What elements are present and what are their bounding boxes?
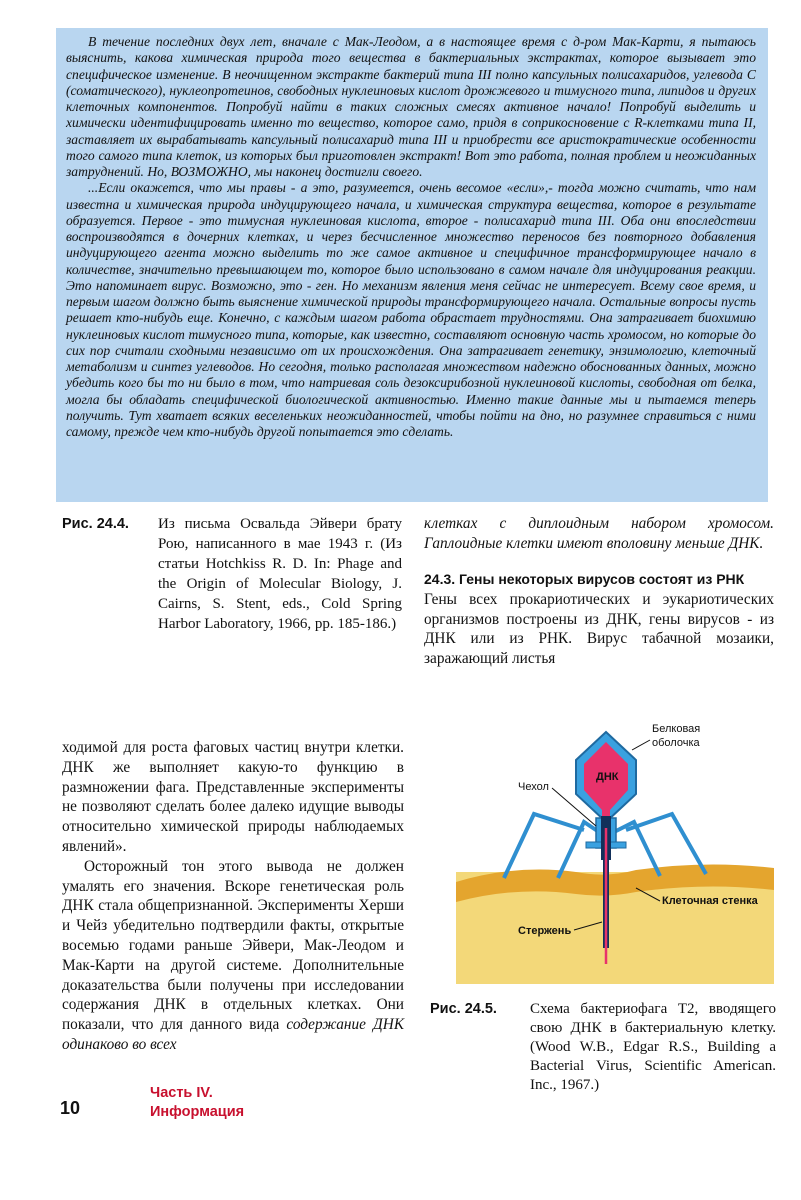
label-sheath: Чехол <box>518 781 549 793</box>
right-column-italic-continuation: клетках с диплоидным набором хромосом. Гаплоидные клетки имеют вполовину меньше ДНК. <box>424 515 774 552</box>
left-column-paragraph-1: ходимой для роста фаговых частиц внутри клетки. ДНК же выполняет какую-то функцию в размножении фага. Представленные эксперименты не позволяют сделать более далеко идущие выводы относительно химической природы наблюдаемых явлений». <box>62 739 404 855</box>
section-heading-24-3: 24.3. Гены некоторых вирусов состоят из РНК <box>424 571 745 587</box>
paragraph-2-italic: содержание ДНК одинаково во всех <box>62 1016 404 1053</box>
part-title-line-1: Часть IV. <box>150 1085 213 1101</box>
letter-paragraph-1: В течение последних двух лет, вначале с Мак-Леодом, а в настоящее время с д-ром Мак-Карти, я пытаюсь выяснить, какова химическая природа того вещества в бактериальных экстрактах, которое вызывает это специфическое изменение. В неочищенном экстракте бактерий типа III полно капсульных полисахаридов, углевода С (соматического), нуклеопротеинов, свободных нуклеиновых кислот дрожжевого и тимусного типа, липидов и других клеточных компонентов. Попробуй найти в таких сложных смесях активное начало! Попробуй выделить и химически идентифицировать именно то вещество, которое само, придя в соприкосновение с R-клетками типа II, заставляет их вырабатывать капсульный полисахарид типа III и приобрести все аристократические особенности того самого типа клеток, из которых был приготовлен экстракт! Вот это работа, полная проблем и неожиданных затруднений. Но, ВОЗМОЖНО, мы наконец достигли своего. <box>66 34 756 179</box>
figure-24-4-label: Рис. 24.4. <box>62 516 129 532</box>
bacteriophage-t2-figure <box>456 718 774 984</box>
avery-letter-box <box>56 28 768 502</box>
label-protein-coat-2: оболочка <box>652 737 700 749</box>
left-column <box>62 738 404 1055</box>
label-dna: ДНК <box>596 771 619 783</box>
paragraph-2-text: Осторожный тон этого вывода не должен умалять его значения. Вскоре генетическая роль ДНК стала общепризнанной. Эксперименты Херши и Чейз убедительно подтвердили факты, открытые восемью годами раньше Эйвери, Мак-Леодом и Мак-Карти на другой системе. Дополнительные доказательства были получены при исследовании содержания ДНК в отдельных клетках. Они показали, что для данного вида <box>62 857 404 1034</box>
part-title <box>150 1084 244 1122</box>
label-cell-wall: Клеточная стенка <box>662 895 758 907</box>
section-24-3-body: Гены всех прокариотических и эукариотических организмов построены из ДНК, гены вирусов - из ДНК или из РНК. Вирус табачной мозаики, заражающий листья <box>424 591 774 667</box>
right-column <box>424 514 774 668</box>
label-protein-coat-1: Белковая <box>652 723 701 735</box>
label-rod: Стержень <box>518 925 572 937</box>
figure-24-5-text: Схема бактериофага Т2, вводящего свою ДНК в бактериальную клетку. (Wood W.B., Edgar R.S., Building a Bacterial Virus, Scientific American. Inc., 1967.) <box>530 1001 776 1093</box>
part-title-line-2: Информация <box>150 1104 245 1120</box>
letter-paragraph-2: ...Если окажется, что мы правы - а это, разумеется, очень весомое «если»,- тогда можно считать, что нам известна и химическая природа индуцирующего начала, и химическая структура вещества, которое в результате образуется. Первое - это тимусная нуклеиновая кислота, второе - полисахарид типа III. Оба они впоследствии воспроизводятся в дочерних клетках, и через бесчисленное множество переносов без повторного добавления индуцирующего агента можно выделить то же самое активное и специфичное трансформирующее начало в количестве, значительно превышающем то, которое было использовано в самом начале для индуцирования реакции. Это напоминает вирус. Возможно, это - ген. Но механизм явления меня сейчас не интересует. Всему свое время, и первым шагом должно быть выяснение химической природы трансформирующего начала. Остальные вопросы пусть решает кто-нибудь еще. Конечно, с каждым шагом работа обрастает трудностями. Она затрагивает биохимию нуклеиновых кислот тимусного типа, которые, как известно, составляют основную часть хромосом, но которые до сих пор считали сходными независимо от их происхождения. Она затрагивает генетику, энзимологию, клеточный метаболизм и синтез углеводов. Но сегодня, только располагая множеством надежно обоснованных данных, можно убедить кого бы то ни было в том, что натриевая соль дезоксирибозной нуклеиновой кислоты, свободная от белка, могла бы обладать специфической биологической активностью. Именно такие данные мы и пытаемся теперь получить. Тут хватает всяких веселеньких неожиданностей, чтобы пойти на дно, но разумнее справиться с ними самому, прежде чем кто-нибудь другой попытается это сделать. <box>66 180 756 439</box>
page-number: 10 <box>60 1098 81 1118</box>
figure-24-4-text: Из письма Освальда Эйвери брату Рою, написанного в мае 1943 г. (Из статьи Hotchkiss R. D. In: Phage and the Origin of Molecular Biology, J. Cairns, S. Stent, eds., Cold Spring Harbor Laboratory, 1966, pp. 185-186.) <box>158 516 402 632</box>
figure-24-5-label: Рис. 24.5. <box>430 1001 497 1017</box>
left-column-paragraph-2 <box>62 857 404 1055</box>
